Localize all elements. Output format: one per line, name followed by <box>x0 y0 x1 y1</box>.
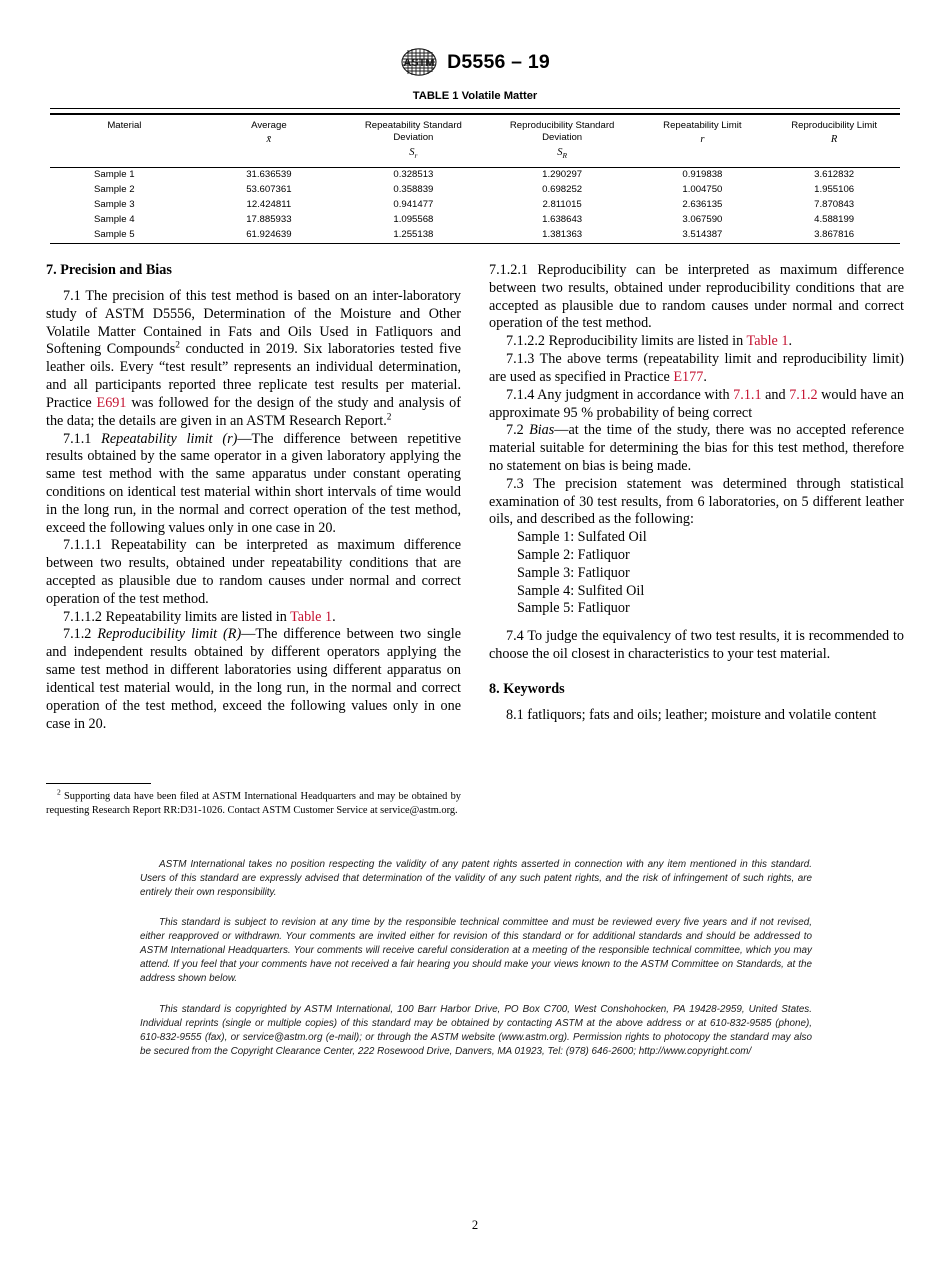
p712-number: 7.1.2 <box>63 626 98 643</box>
cell-material: Sample 4 <box>94 214 135 226</box>
p714-text-b: and <box>761 386 790 403</box>
paragraph-7-1-4 <box>489 387 904 423</box>
section-heading-precision-and-bias: 7. Precision and Bias <box>46 262 172 278</box>
legal-revision-notice: This standard is subject to revision at any time by the responsible technical committee and must be reviewed every five years and if not revised, either reapproved or withdrawn. Your comments are invited either for revision of this standard or for additional standards and should be addressed to ASTM International Headquarters. Your comments will receive careful consideration at a meeting of the responsible technical committee, which you may attend. If you feel that your comments have not received a fair hearing you should make your views known to the ASTM Committee on Standards, at the address shown below. <box>140 917 812 985</box>
p714-text-a: 7.1.4 Any judgment in accordance with <box>506 386 734 403</box>
document-header <box>0 47 950 77</box>
table-1-container <box>50 90 900 244</box>
cell-reproducibility-sd: 2.811015 <box>542 199 582 211</box>
p7122-text-b: . <box>788 333 793 350</box>
footnote-text: Supporting data have been filed at ASTM International Headquarters and may be obtained by requesting Research Report RR:D31-1026. Contact ASTM Customer Service at service@astm.org. <box>46 791 461 816</box>
table-row <box>50 213 900 228</box>
table-body <box>50 168 900 243</box>
paragraph-7-1-1-1: 7.1.1.1 Repeatability can be interpreted as maximum difference between two results, obtained under repeatability conditions that are accepted as plausible due to random causes under normal and correct operation of the test method. <box>46 537 461 607</box>
cell-repeatability-sd: 0.328513 <box>393 169 434 181</box>
column-header-reproducibility-limit <box>768 115 900 168</box>
table-header-row <box>50 115 900 168</box>
footnote-number: 2 <box>57 787 61 797</box>
header-symbol-R: R <box>830 134 838 146</box>
table-row <box>50 198 900 213</box>
sample-list-item: Sample 3: Fatliquor <box>517 564 630 581</box>
header-text: Repeatability Standard <box>364 120 462 131</box>
cell-reproducibility-limit: 7.870843 <box>814 199 855 211</box>
paragraph-7-2 <box>489 422 904 475</box>
legal-copyright-notice: This standard is copyrighted by ASTM International, 100 Barr Harbor Drive, PO Box C700, West Conshohocken, PA 19428-2959, United States. Individual reprints (single or multiple copies) of this standard may be obtained by contacting ASTM at the above address or at 610-832-9585 (phone), 610-832-9555 (fax), or service@astm.org (e-mail); or through the ASTM website (www.astm.org). Permission rights to photocopy the standard may also be secured from the Copyright Clearance Center, 222 Rosewood Drive, Danvers, MA 01923, Tel: (978) 646-2600; http://www.copyright.com/ <box>140 1003 812 1057</box>
table-title: TABLE 1 Volatile Matter <box>412 90 538 102</box>
cell-repeatability-limit: 1.004750 <box>682 184 723 196</box>
sample-list-item: Sample 1: Sulfated Oil <box>517 529 647 546</box>
link-e177[interactable]: E177 <box>673 368 704 385</box>
paragraph-7-1-1 <box>46 431 461 538</box>
cell-reproducibility-sd: 1.638643 <box>542 214 583 226</box>
cell-average: 61.924639 <box>246 229 292 241</box>
p711-term: Repeatability limit (r) <box>101 430 238 447</box>
p713-text-a: 7.1.3 The above terms (repeatability limit and reproducibility limit) are used as specified in Practice <box>489 351 904 385</box>
legal-patent-notice: ASTM International takes no position respecting the validity of any patent rights asserted in connection with any item mentioned in this standard. Users of this standard are expressly advised that determination of the validity of any such patent rights, and the risk of infringement of such rights, are entirely their own responsibility. <box>140 859 812 899</box>
table-row <box>50 183 900 198</box>
footnote-block <box>46 783 461 818</box>
p712-term: Reproducibility limit (R) <box>97 626 242 643</box>
header-text: Reproducibility Limit <box>791 120 878 131</box>
header-symbol-sr: $S_r$ <box>409 146 418 160</box>
footnote-separator-rule <box>46 783 151 784</box>
p72-term: Bias <box>529 422 555 439</box>
paragraph-7-1-2 <box>46 626 461 733</box>
link-table-1[interactable]: Table 1 <box>746 333 789 350</box>
header-text-line2: Deviation <box>542 132 583 144</box>
paragraph-8-1: 8.1 fatliquors; fats and oils; leather; moisture and volatile content <box>506 706 877 723</box>
table-head <box>50 115 900 168</box>
header-text-line2: Deviation <box>393 132 434 144</box>
paragraph-7-3: 7.3 The precision statement was determined through statistical examination of 30 test results, from 6 laboratories, on 5 different leather oils, and described as the following: <box>489 475 904 528</box>
right-column <box>489 262 904 725</box>
header-symbol-r: r <box>700 134 705 146</box>
column-header-reproducibility-standard-deviation <box>488 115 637 168</box>
header-text: Repeatability Limit <box>663 120 742 131</box>
p712-text: —The difference between two single and independent results obtained by different operators applying the same test method in different laboratories using different apparatus on identical test material would, in the long run, in the normal and correct operation of the test method, exceed the following values only in one case in 20. <box>46 626 462 732</box>
link-7-1-2[interactable]: 7.1.2 <box>789 386 818 403</box>
p711-text: —The difference between repetitive results obtained by the same operator in a given laboratory applying the same test method with the same apparatus under constant operating conditions on identical test material within short intervals of time would in the long run, in the normal and correct operation of the test method, exceed the following values only in one case in 20. <box>46 430 461 536</box>
p7112-text-a: 7.1.1.2 Repeatability limits are listed in <box>63 608 291 625</box>
paragraph-7-1 <box>46 288 461 431</box>
cell-material: Sample 3 <box>94 199 135 211</box>
cell-repeatability-sd: 1.255138 <box>393 229 434 241</box>
cell-repeatability-sd: 1.095568 <box>393 214 434 226</box>
p71-text-b: conducted in 2019. Six laboratories tested five leather oils. Every “test result” represents an individual determination, and all participants reported three replicate test results per material. Practice <box>46 341 461 411</box>
table-row <box>50 168 900 183</box>
cell-material: Sample 5 <box>94 229 135 241</box>
cell-reproducibility-limit: 1.955106 <box>814 184 855 196</box>
cell-reproducibility-limit: 4.588199 <box>814 214 855 226</box>
footnote-marker: 2 <box>386 411 392 422</box>
cell-average: 17.885933 <box>246 214 292 226</box>
volatile-matter-table <box>50 114 900 167</box>
header-text: Reproducibility Standard <box>509 120 615 131</box>
p72-text: —at the time of the study, there was no accepted reference material suitable for determining the bias for this test method, therefore no statement on bias is being made. <box>489 422 905 474</box>
left-column <box>46 262 461 733</box>
p72-number: 7.2 <box>506 422 530 439</box>
body-columns <box>46 262 904 842</box>
sample-list-item: Sample 2: Fatliquor <box>517 547 630 563</box>
page-number: 2 <box>471 1218 479 1232</box>
header-text: Average <box>251 120 287 131</box>
cell-reproducibility-limit: 3.867816 <box>814 229 855 241</box>
cell-repeatability-limit: 3.514387 <box>682 229 723 241</box>
cell-repeatability-sd: 0.358839 <box>393 184 434 196</box>
section-heading-keywords: 8. Keywords <box>489 680 565 697</box>
column-header-repeatability-standard-deviation <box>339 115 488 168</box>
p714-text-c: would have an approximate 95 % probability of being correct <box>489 386 904 421</box>
header-symbol-xbar: x̄ <box>266 134 272 146</box>
p71-text-a: 7.1 The precision of this test method is based on an inter-laboratory study of ASTM D5556, Determination of the Moisture and Other Volatile Matter Contained in Fats and Oils Used in Fatliquors and Softening Compounds <box>46 288 461 358</box>
p7122-text-a: 7.1.2.2 Reproducibility limits are listed in <box>506 333 747 350</box>
column-header-repeatability-limit <box>637 115 769 168</box>
header-text: Material <box>107 120 142 131</box>
volatile-matter-table-body <box>50 168 900 243</box>
cell-reproducibility-limit: 3.612832 <box>814 169 855 181</box>
table-row <box>50 228 900 243</box>
p71-text-c: was followed for the design of the study and analysis of the data; the details are given in an ASTM Research Report. <box>46 394 461 429</box>
cell-material: Sample 2 <box>94 184 135 196</box>
link-table-1[interactable]: Table 1 <box>290 608 333 625</box>
paragraph-7-1-2-1: 7.1.2.1 Reproducibility can be interpreted as maximum difference between two results, obtained under reproducibility conditions that are accepted as plausible due to random causes under normal and correct operation of the test method. <box>489 262 904 332</box>
paragraph-7-1-1-2 <box>46 609 461 627</box>
link-7-1-1[interactable]: 7.1.1 <box>733 386 762 403</box>
paragraph-7-1-3 <box>489 351 904 387</box>
cell-repeatability-limit: 3.067590 <box>682 214 723 226</box>
column-header-average <box>199 115 339 168</box>
document-designation: D5556 – 19 <box>447 50 550 73</box>
cell-average: 31.636539 <box>246 169 292 181</box>
footnote-2 <box>46 787 461 818</box>
column-header-material <box>50 115 199 168</box>
p711-number: 7.1.1 <box>63 430 102 447</box>
cell-reproducibility-sd: 0.698252 <box>542 184 583 196</box>
cell-material: Sample 1 <box>94 169 135 181</box>
cell-average: 12.424811 <box>246 199 292 211</box>
p7112-text-b: . <box>332 608 336 625</box>
astm-logo-icon <box>400 47 438 77</box>
cell-reproducibility-sd: 1.290297 <box>542 169 583 181</box>
cell-repeatability-limit: 2.636135 <box>682 199 723 211</box>
header-symbol-sR: $S_R$ <box>557 146 567 160</box>
cell-repeatability-sd: 0.941477 <box>393 199 434 211</box>
footnote-marker: 2 <box>175 340 180 351</box>
p713-text-b: . <box>703 368 707 385</box>
table-bottom-rule <box>50 243 900 244</box>
sample-list-item: Sample 5: Fatliquor <box>517 600 630 617</box>
cell-repeatability-limit: 0.919838 <box>682 169 723 181</box>
cell-average: 53.607361 <box>246 184 292 196</box>
svg-text:ASTM: ASTM <box>403 57 435 69</box>
paragraph-7-4: 7.4 To judge the equivalency of two test results, it is recommended to choose the oil closest in characteristics to your test material. <box>489 628 904 663</box>
sample-list-item: Sample 4: Sulfited Oil <box>517 582 645 599</box>
cell-reproducibility-sd: 1.381363 <box>542 229 583 241</box>
paragraph-7-1-2-2 <box>489 333 904 351</box>
link-e691[interactable]: E691 <box>96 394 127 411</box>
legal-boilerplate <box>140 858 812 1059</box>
